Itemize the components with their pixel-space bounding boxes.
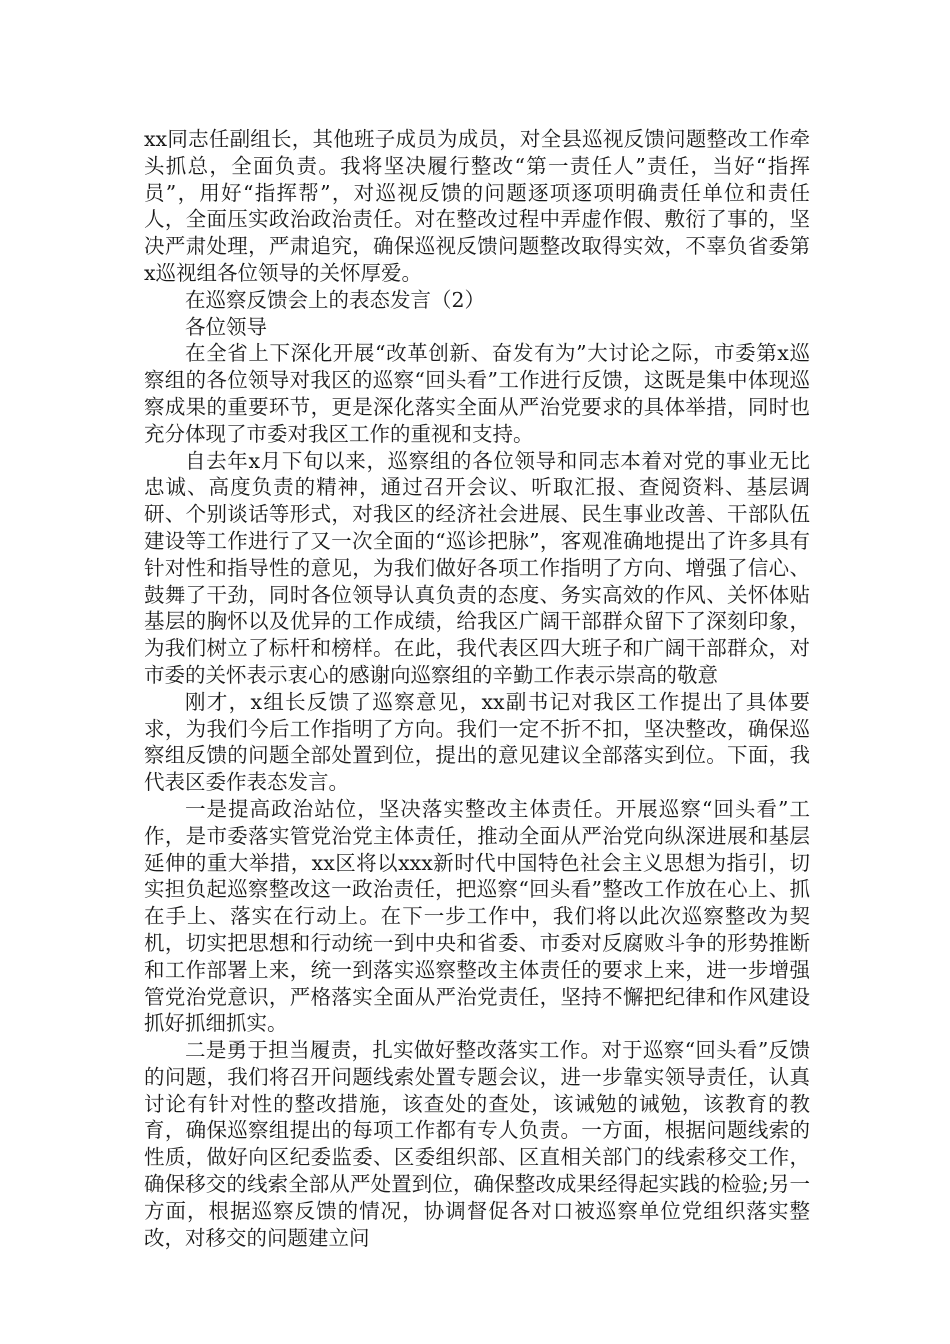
- paragraph-intro: 在全省上下深化开展“改革创新、奋发有为”大讨论之际，市委第x巡察组的各位领导对我区的巡察“回头看”工作进行反馈，这既是集中体现巡察成果的重要环节，更是深化落实全面从严治党要求的具体举措，同时也充分体现了市委对我区工作的重视和支持。: [144, 341, 810, 446]
- section-title: 在巡察反馈会上的表态发言（2）: [185, 287, 486, 312]
- paragraph-point-one: 一是提高政治站位，坚决落实整改主体责任。开展巡察“回头看”工作，是市委落实管党治党主体责任，推动全面从严治党向纵深进展和基层延伸的重大举措，xx区将以xxx新时代中国特色社会主义思想为指引，切实担负起巡察整改这一政治责任，把巡察“回头看”整改工作放在心上、抓在手上、落实在行动上。在下一步工作中，我们将以此次巡察整改为契机，切实把思想和行动统一到中央和省委、市委对反腐败斗争的形势推断和工作部署上来，统一到落实巡察整改主体责任的要求上来，进一步增强管党治党意识，严格落实全面从严治党责任，坚持不懈把纪律和作风建设抓好抓细抓实。: [144, 796, 810, 1036]
- salutation: 各位领导: [185, 314, 267, 339]
- paragraph-continuation: xx同志任副组长，其他班子成员为成员，对全县巡视反馈问题整改工作牵头抓总，全面负责。我将坚决履行整改“第一责任人”责任，当好“指挥员”，用好“指挥帮”，对巡视反馈的问题逐项逐项明确责任单位和责任人，全面压实政治政治责任。对在整改过程中弄虚作假、敷衍了事的，坚决严肃处理，严肃追究，确保巡视反馈问题整改取得实效，不辜负省委第x巡视组各位领导的关怀厚爱。: [144, 127, 810, 285]
- paragraph-transition: 刚才，x组长反馈了巡察意见，xx副书记对我区工作提出了具体要求，为我们今后工作指明了方向。我们一定不折不扣，坚决整改，确保巡察组反馈的问题全部处置到位，提出的意见建议全部落实到位。下面，我代表区委作表态发言。: [144, 689, 810, 795]
- paragraph-point-two: 二是勇于担当履责，扎实做好整改落实工作。对于巡察“回头看”反馈的问题，我们将召开问题线索处置专题会议，进一步靠实领导责任，认真讨论有针对性的整改措施，该查处的查处，该诫勉的诫勉，该教育的教育，确保巡察组提出的每项工作都有专人负责。一方面，根据问题线索的性质，做好向区纪委监委、区委组织部、区直相关部门的线索移交工作，确保移交的线索全部从严处置到位，确保整改成果经得起实践的检验;另一方面，根据巡察反馈的情况，协调督促各对口被巡察单位党组织落实整改，对移交的问题建立问: [144, 1038, 810, 1250]
- document-page: [144, 126, 810, 1251]
- paragraph-thanks: 自去年x月下旬以来，巡察组的各位领导和同志本着对党的事业无比忠诚、高度负责的精神，通过召开会议、听取汇报、查阅资料、基层调研、个别谈话等形式，对我区的经济社会进展、民生事业改善、干部队伍建设等工作进行了又一次全面的“巡诊把脉”，客观准确地提出了许多具有针对性和指导性的意见，为我们做好各项工作指明了方向、增强了信心、鼓舞了干劲，同时各位领导认真负责的态度、务实高效的作风、关怀体贴基层的胸怀以及优异的工作成绩，给我区广阔干部群众留下了深刻印象，为我们树立了标杆和榜样。在此，我代表区四大班子和广阔干部群众，对市委的关怀表示衷心的感谢向巡察组的辛勤工作表示崇高的敬意: [144, 448, 810, 687]
